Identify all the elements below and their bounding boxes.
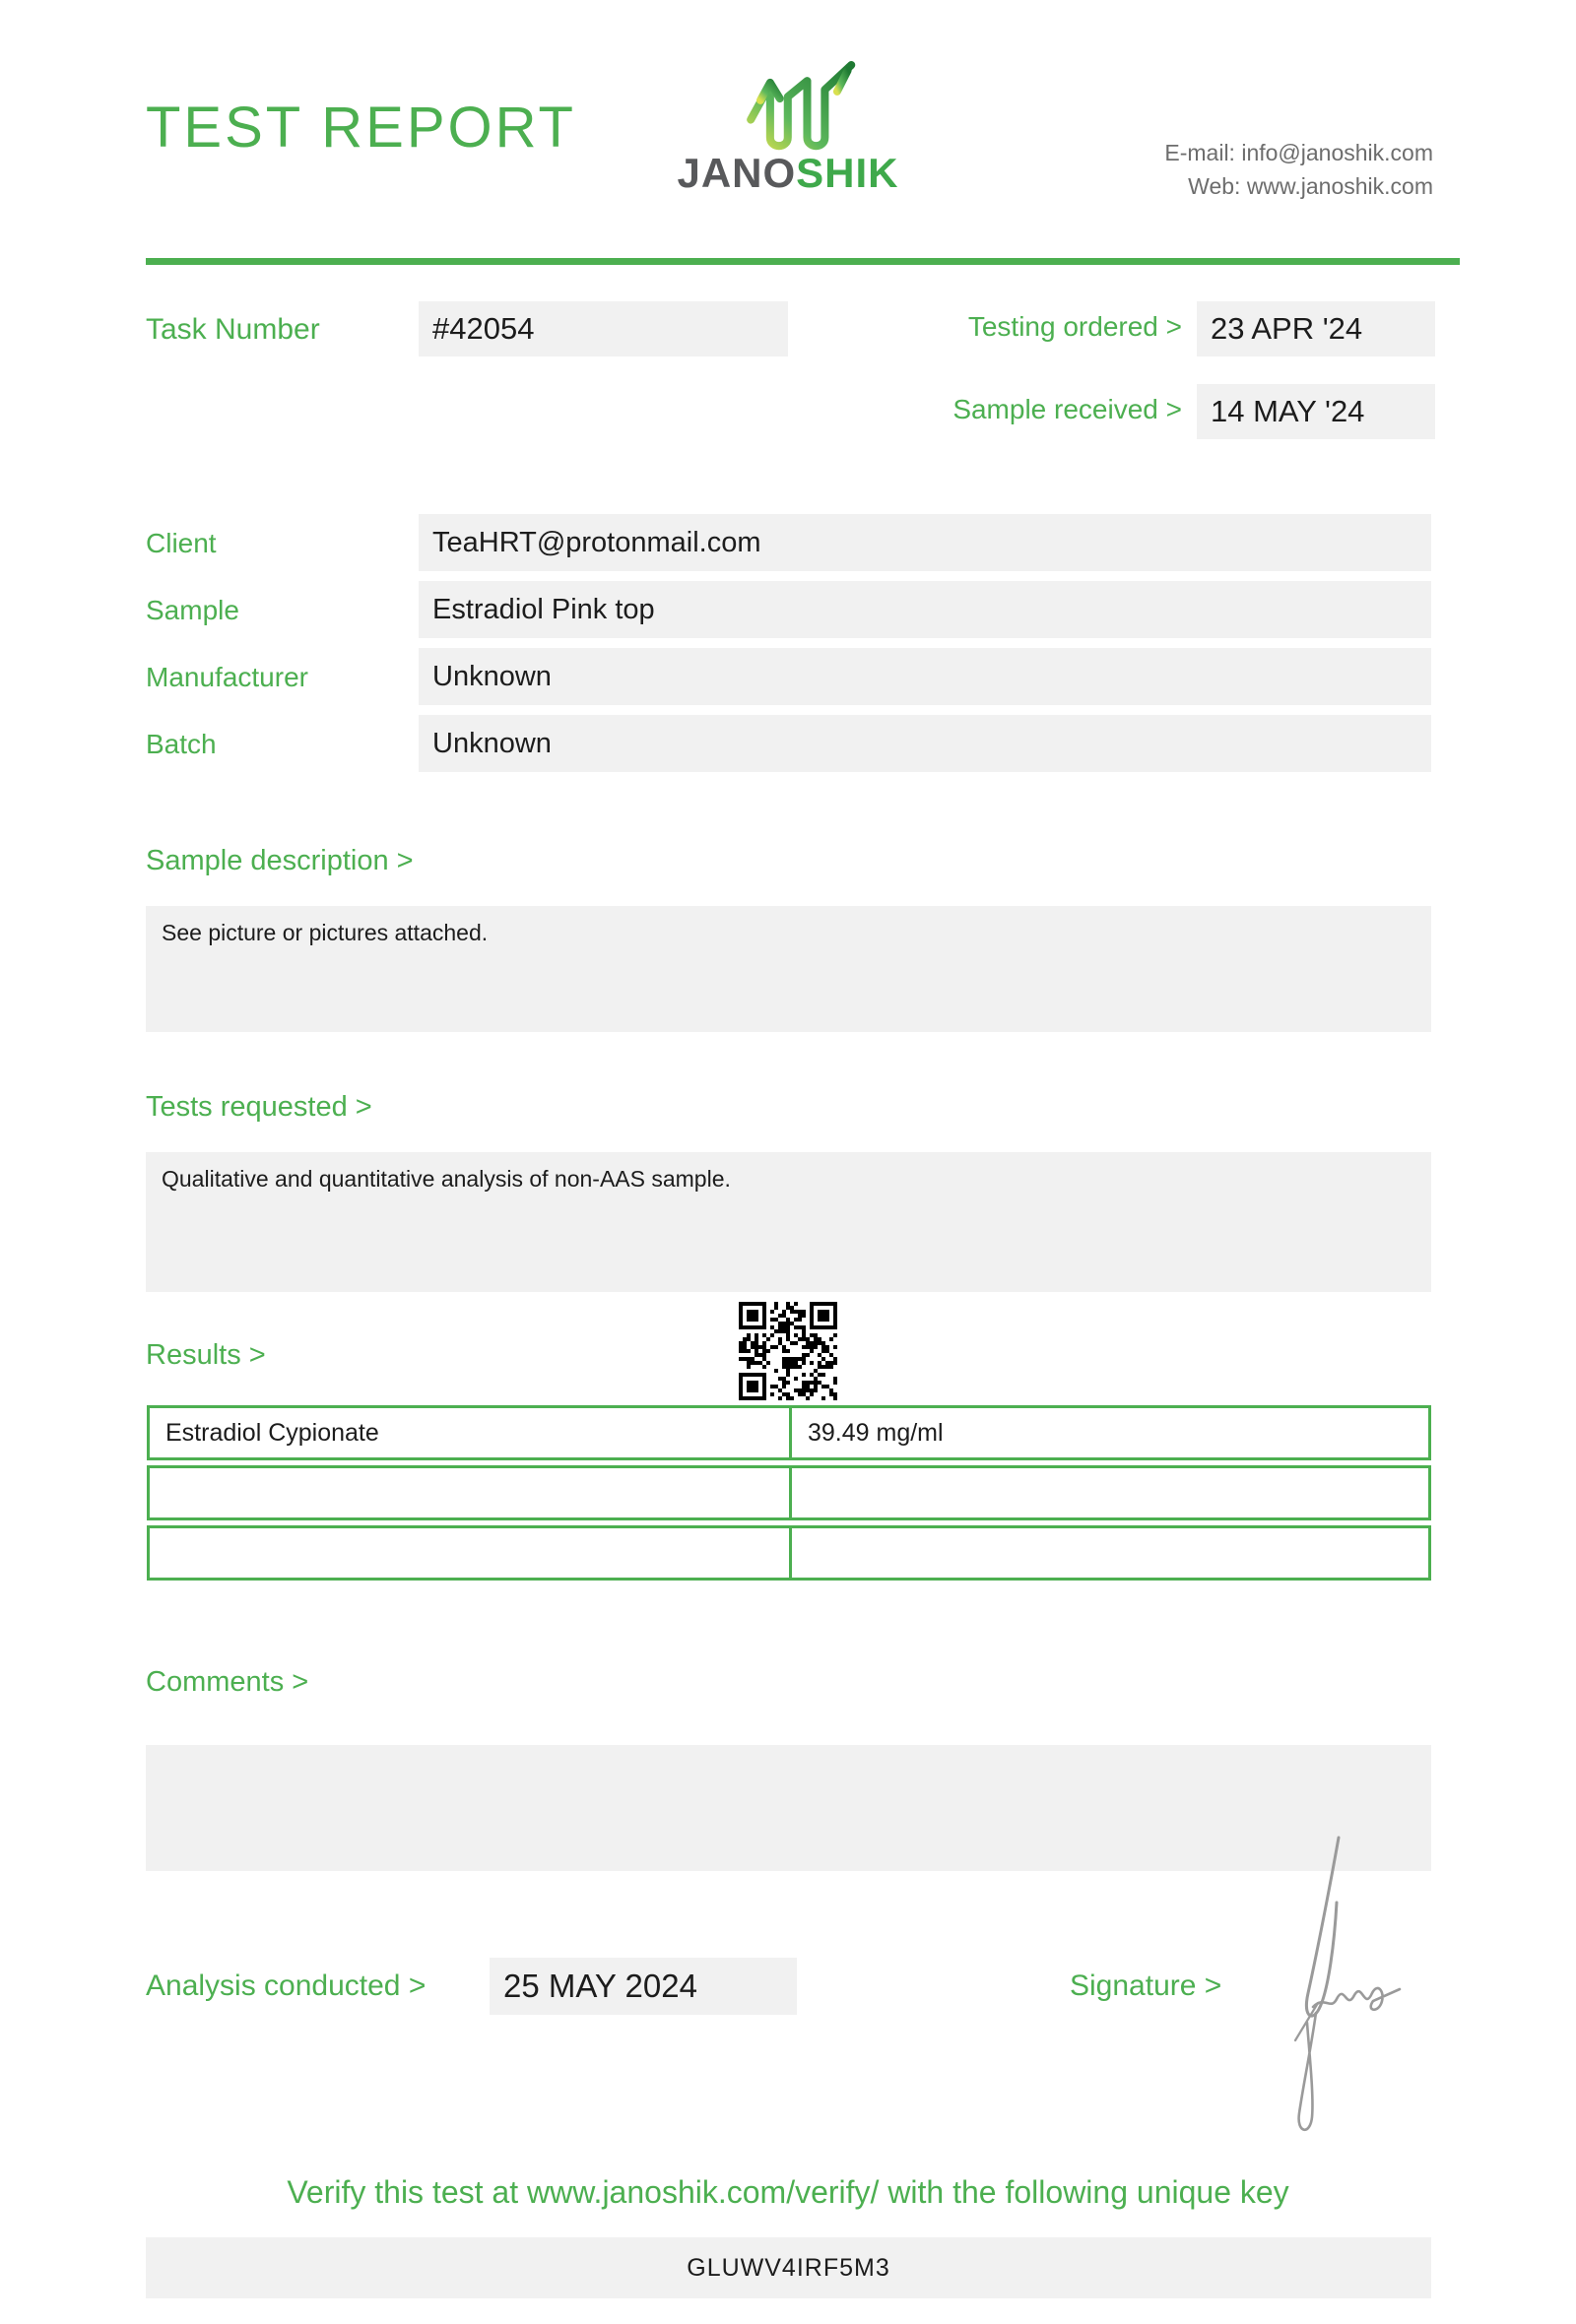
result-name (150, 1528, 792, 1578)
sample-received-value-box (1197, 384, 1435, 439)
sample-value: Estradiol Pink top (432, 593, 655, 625)
verify-text: Verify this test at www.janoshik.com/verify/ with the following unique key (287, 2174, 1289, 2210)
janoshik-logo-text (677, 150, 898, 197)
results-heading: Results > (146, 1339, 266, 1371)
batch-value: Unknown (432, 727, 552, 759)
comments-box (146, 1745, 1431, 1871)
sample-label: Sample (146, 595, 239, 625)
client-label: Client (146, 528, 217, 558)
sample-received-label: Sample received > (952, 394, 1182, 424)
result-name: Estradiol Cypionate (150, 1408, 792, 1457)
analysis-conducted-label: Analysis conducted > (146, 1969, 427, 2002)
testing-ordered-value-box (1197, 301, 1435, 356)
sample-description-text: See picture or pictures attached. (162, 920, 489, 945)
tests-requested-text: Qualitative and quantitative analysis of non-AAS sample. (162, 1166, 731, 1192)
manufacturer-label: Manufacturer (146, 662, 308, 692)
task-number-value: #42054 (432, 311, 535, 346)
verify-key: GLUWV4IRF5M3 (687, 2253, 890, 2282)
analysis-date-box (490, 1958, 797, 2015)
email-line: E-mail: info@janoshik.com (1164, 140, 1433, 165)
result-name (150, 1468, 792, 1517)
qr-code (739, 1302, 837, 1400)
verify-key-box (146, 2237, 1431, 2298)
results-table-row (147, 1525, 1431, 1581)
results-table-row (147, 1465, 1431, 1520)
sample-description-heading: Sample description > (146, 845, 414, 876)
client-value: TeaHRT@protonmail.com (432, 526, 761, 558)
task-number-label: Task Number (146, 313, 320, 346)
testing-ordered-value: 23 APR '24 (1211, 311, 1363, 346)
result-value: 39.49 mg/ml (808, 1418, 944, 1447)
contact-block (1164, 136, 1433, 203)
analysis-date: 25 MAY 2024 (503, 1968, 697, 2004)
web-line: Web: www.janoshik.com (1188, 173, 1433, 199)
tests-requested-heading: Tests requested > (146, 1091, 372, 1123)
batch-value-box (419, 715, 1431, 772)
batch-label: Batch (146, 729, 217, 759)
testing-ordered-label: Testing ordered > (967, 311, 1182, 342)
sample-description-box (146, 906, 1431, 1032)
manufacturer-value-box (419, 648, 1431, 705)
result-value (792, 1468, 1428, 1517)
task-number-value-box (419, 301, 788, 356)
logo-text-dark: JANO (677, 150, 797, 196)
header-divider (146, 258, 1460, 265)
comments-heading: Comments > (146, 1666, 309, 1698)
signature-image (1276, 1828, 1423, 2135)
logo-text-green: SHIK (796, 150, 899, 196)
sample-received-value: 14 MAY '24 (1211, 394, 1365, 428)
signature-label: Signature > (1070, 1969, 1222, 2002)
tests-requested-box (146, 1152, 1431, 1292)
page-title: TEST REPORT (146, 96, 576, 160)
results-table-row (147, 1405, 1431, 1460)
sample-value-box (419, 581, 1431, 638)
result-value (792, 1528, 1428, 1578)
client-value-box (419, 514, 1431, 571)
janoshik-logo-icon (744, 61, 862, 154)
manufacturer-value: Unknown (432, 660, 552, 692)
